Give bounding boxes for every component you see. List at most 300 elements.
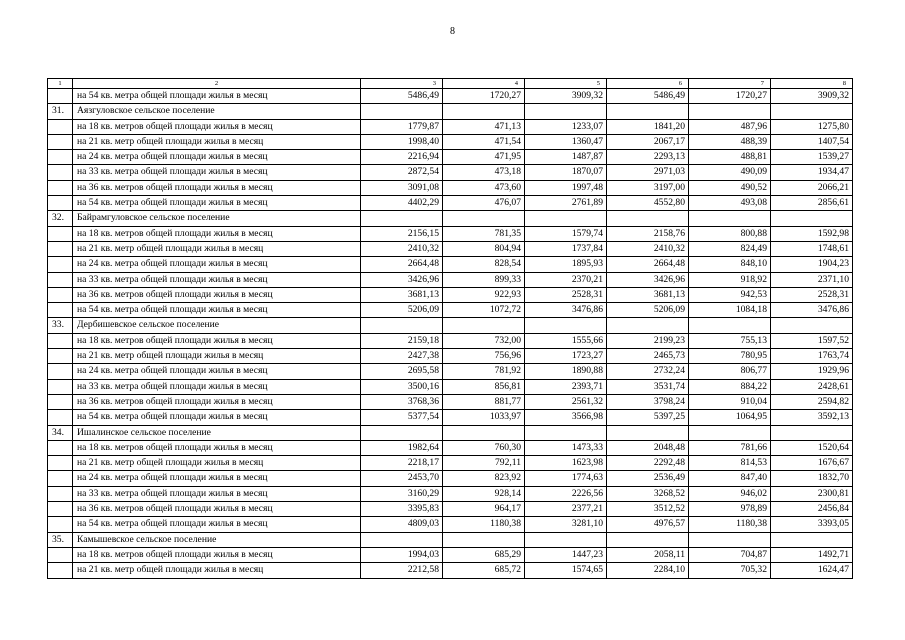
empty-cell (48, 349, 73, 364)
row-label: на 36 кв. метров общей площади жилья в месяц (73, 287, 361, 302)
section-title: Аязгуловское сельское поселение (73, 104, 361, 119)
value-cell: 473,18 (443, 165, 525, 180)
value-cell: 2226,56 (525, 486, 607, 501)
empty-cell (689, 211, 771, 226)
empty-cell (361, 532, 443, 547)
value-cell: 471,13 (443, 119, 525, 134)
table-row (48, 196, 853, 211)
value-cell: 2216,94 (361, 150, 443, 165)
value-cell: 1447,23 (525, 547, 607, 562)
value-cell: 964,17 (443, 502, 525, 517)
column-header: 5 (525, 79, 607, 89)
value-cell: 884,22 (689, 379, 771, 394)
value-cell: 487,96 (689, 119, 771, 134)
value-cell: 3281,10 (525, 517, 607, 532)
value-cell: 2067,17 (607, 134, 689, 149)
empty-cell (48, 196, 73, 211)
table-row (48, 257, 853, 272)
value-cell: 1520,64 (771, 440, 853, 455)
section-row (48, 104, 853, 119)
value-cell: 756,96 (443, 349, 525, 364)
value-cell: 3268,52 (607, 486, 689, 501)
value-cell: 1841,20 (607, 119, 689, 134)
value-cell: 760,30 (443, 440, 525, 455)
table-row (48, 287, 853, 302)
value-cell: 2158,76 (607, 226, 689, 241)
column-header: 8 (771, 79, 853, 89)
table-row (48, 440, 853, 455)
row-label: на 21 кв. метр общей площади жилья в месяц (73, 241, 361, 256)
value-cell: 2465,73 (607, 349, 689, 364)
value-cell: 3500,16 (361, 379, 443, 394)
empty-cell (48, 456, 73, 471)
empty-cell (771, 211, 853, 226)
row-label: на 33 кв. метра общей площади жилья в месяц (73, 272, 361, 287)
table-row (48, 303, 853, 318)
empty-cell (48, 517, 73, 532)
table-row (48, 272, 853, 287)
value-cell: 1997,48 (525, 180, 607, 195)
value-cell: 732,00 (443, 333, 525, 348)
value-cell: 2856,61 (771, 196, 853, 211)
table-row (48, 410, 853, 425)
value-cell: 1624,47 (771, 563, 853, 578)
empty-cell (48, 257, 73, 272)
table-row (48, 165, 853, 180)
value-cell: 2199,23 (607, 333, 689, 348)
column-header: 1 (48, 79, 73, 89)
row-label: на 54 кв. метра общей площади жилья в месяц (73, 89, 361, 104)
table-row (48, 180, 853, 195)
value-cell: 2410,32 (361, 241, 443, 256)
table-row (48, 226, 853, 241)
empty-cell (689, 425, 771, 440)
row-label: на 54 кв. метра общей площади жилья в месяц (73, 517, 361, 532)
value-cell: 942,53 (689, 287, 771, 302)
row-label: на 36 кв. метров общей площади жилья в месяц (73, 180, 361, 195)
value-cell: 1064,95 (689, 410, 771, 425)
empty-cell (771, 532, 853, 547)
value-cell: 755,13 (689, 333, 771, 348)
value-cell: 5206,09 (607, 303, 689, 318)
section-title: Камышевское сельское поселение (73, 532, 361, 547)
value-cell: 2732,24 (607, 364, 689, 379)
empty-cell (48, 333, 73, 348)
value-cell: 824,49 (689, 241, 771, 256)
value-cell: 3395,83 (361, 502, 443, 517)
section-row (48, 532, 853, 547)
empty-cell (48, 89, 73, 104)
table-row (48, 364, 853, 379)
value-cell: 471,95 (443, 150, 525, 165)
value-cell: 823,92 (443, 471, 525, 486)
value-cell: 2293,13 (607, 150, 689, 165)
value-cell: 2159,18 (361, 333, 443, 348)
value-cell: 1994,03 (361, 547, 443, 562)
section-row (48, 211, 853, 226)
value-cell: 910,04 (689, 394, 771, 409)
empty-cell (48, 486, 73, 501)
value-cell: 2761,89 (525, 196, 607, 211)
empty-cell (48, 180, 73, 195)
value-cell: 3592,13 (771, 410, 853, 425)
value-cell: 3531,74 (607, 379, 689, 394)
value-cell: 2427,38 (361, 349, 443, 364)
row-label: на 33 кв. метра общей площади жилья в месяц (73, 165, 361, 180)
row-label: на 54 кв. метра общей площади жилья в месяц (73, 196, 361, 211)
value-cell: 2156,15 (361, 226, 443, 241)
value-cell: 2284,10 (607, 563, 689, 578)
table-row (48, 333, 853, 348)
value-cell: 918,92 (689, 272, 771, 287)
value-cell: 2561,32 (525, 394, 607, 409)
table-row (48, 471, 853, 486)
table-row (48, 486, 853, 501)
empty-cell (48, 364, 73, 379)
value-cell: 685,72 (443, 563, 525, 578)
section-row (48, 425, 853, 440)
value-cell: 2695,58 (361, 364, 443, 379)
value-cell: 1929,96 (771, 364, 853, 379)
section-index: 31. (48, 104, 73, 119)
value-cell: 3909,32 (525, 89, 607, 104)
table-row (48, 119, 853, 134)
value-cell: 1895,93 (525, 257, 607, 272)
value-cell: 2664,48 (361, 257, 443, 272)
value-cell: 705,32 (689, 563, 771, 578)
value-cell: 928,14 (443, 486, 525, 501)
value-cell: 780,95 (689, 349, 771, 364)
value-cell: 2428,61 (771, 379, 853, 394)
value-cell: 1579,74 (525, 226, 607, 241)
value-cell: 3476,86 (525, 303, 607, 318)
empty-cell (525, 318, 607, 333)
value-cell: 2393,71 (525, 379, 607, 394)
value-cell: 3476,86 (771, 303, 853, 318)
value-cell: 1623,98 (525, 456, 607, 471)
table-row (48, 150, 853, 165)
empty-cell (607, 532, 689, 547)
value-cell: 781,66 (689, 440, 771, 455)
value-cell: 3426,96 (607, 272, 689, 287)
empty-cell (48, 440, 73, 455)
value-cell: 2536,49 (607, 471, 689, 486)
row-label: на 21 кв. метр общей площади жилья в месяц (73, 134, 361, 149)
section-title: Дербишевское сельское поселение (73, 318, 361, 333)
value-cell: 3681,13 (361, 287, 443, 302)
value-cell: 4552,80 (607, 196, 689, 211)
value-cell: 4976,57 (607, 517, 689, 532)
row-label: на 21 кв. метр общей площади жилья в месяц (73, 563, 361, 578)
empty-cell (48, 547, 73, 562)
value-cell: 1720,27 (689, 89, 771, 104)
value-cell: 2453,70 (361, 471, 443, 486)
value-cell: 488,39 (689, 134, 771, 149)
value-cell: 2410,32 (607, 241, 689, 256)
value-cell: 1597,52 (771, 333, 853, 348)
value-cell: 781,92 (443, 364, 525, 379)
empty-cell (525, 532, 607, 547)
empty-cell (361, 318, 443, 333)
header-row (48, 79, 853, 89)
value-cell: 1748,61 (771, 241, 853, 256)
empty-cell (48, 379, 73, 394)
value-cell: 4809,03 (361, 517, 443, 532)
row-label: на 18 кв. метров общей площади жилья в месяц (73, 333, 361, 348)
value-cell: 1574,65 (525, 563, 607, 578)
value-cell: 704,87 (689, 547, 771, 562)
value-cell: 5397,25 (607, 410, 689, 425)
value-cell: 1180,38 (689, 517, 771, 532)
value-cell: 2292,48 (607, 456, 689, 471)
value-cell: 946,02 (689, 486, 771, 501)
empty-cell (48, 287, 73, 302)
empty-cell (48, 502, 73, 517)
empty-cell (48, 150, 73, 165)
value-cell: 1998,40 (361, 134, 443, 149)
value-cell: 2872,54 (361, 165, 443, 180)
value-cell: 1832,70 (771, 471, 853, 486)
row-label: на 54 кв. метра общей площади жилья в месяц (73, 410, 361, 425)
column-header: 6 (607, 79, 689, 89)
table-row (48, 349, 853, 364)
row-label: на 24 кв. метра общей площади жилья в месяц (73, 364, 361, 379)
value-cell: 5206,09 (361, 303, 443, 318)
column-header: 2 (73, 79, 361, 89)
empty-cell (48, 471, 73, 486)
value-cell: 3197,00 (607, 180, 689, 195)
empty-cell (525, 425, 607, 440)
value-cell: 3512,52 (607, 502, 689, 517)
value-cell: 2456,84 (771, 502, 853, 517)
row-label: на 24 кв. метра общей площади жилья в месяц (73, 150, 361, 165)
value-cell: 471,54 (443, 134, 525, 149)
column-header: 7 (689, 79, 771, 89)
value-cell: 2370,21 (525, 272, 607, 287)
value-cell: 881,77 (443, 394, 525, 409)
empty-cell (771, 425, 853, 440)
table-row (48, 89, 853, 104)
row-label: на 33 кв. метра общей площади жилья в месяц (73, 379, 361, 394)
value-cell: 3426,96 (361, 272, 443, 287)
value-cell: 2971,03 (607, 165, 689, 180)
value-cell: 3681,13 (607, 287, 689, 302)
value-cell: 899,33 (443, 272, 525, 287)
row-label: на 54 кв. метра общей площади жилья в месяц (73, 303, 361, 318)
empty-cell (689, 532, 771, 547)
value-cell: 1084,18 (689, 303, 771, 318)
value-cell: 1360,47 (525, 134, 607, 149)
value-cell: 2066,21 (771, 180, 853, 195)
value-cell: 1592,98 (771, 226, 853, 241)
empty-cell (525, 104, 607, 119)
table-row (48, 379, 853, 394)
value-cell: 848,10 (689, 257, 771, 272)
value-cell: 814,53 (689, 456, 771, 471)
empty-cell (48, 394, 73, 409)
value-cell: 828,54 (443, 257, 525, 272)
value-cell: 490,09 (689, 165, 771, 180)
value-cell: 792,11 (443, 456, 525, 471)
row-label: на 36 кв. метров общей площади жилья в месяц (73, 394, 361, 409)
value-cell: 1904,23 (771, 257, 853, 272)
value-cell: 2528,31 (771, 287, 853, 302)
value-cell: 781,35 (443, 226, 525, 241)
empty-cell (361, 425, 443, 440)
value-cell: 2300,81 (771, 486, 853, 501)
value-cell: 1275,80 (771, 119, 853, 134)
section-index: 33. (48, 318, 73, 333)
value-cell: 490,52 (689, 180, 771, 195)
empty-cell (689, 104, 771, 119)
value-cell: 2218,17 (361, 456, 443, 471)
page-number: 8 (450, 26, 455, 37)
value-cell: 1720,27 (443, 89, 525, 104)
section-index: 32. (48, 211, 73, 226)
value-cell: 1870,07 (525, 165, 607, 180)
value-cell: 1779,87 (361, 119, 443, 134)
empty-cell (443, 532, 525, 547)
empty-cell (48, 165, 73, 180)
value-cell: 3566,98 (525, 410, 607, 425)
value-cell: 2371,10 (771, 272, 853, 287)
value-cell: 1763,74 (771, 349, 853, 364)
value-cell: 1033,97 (443, 410, 525, 425)
empty-cell (443, 425, 525, 440)
section-row (48, 318, 853, 333)
row-label: на 18 кв. метров общей площади жилья в месяц (73, 440, 361, 455)
value-cell: 1982,64 (361, 440, 443, 455)
table-row (48, 134, 853, 149)
empty-cell (48, 272, 73, 287)
row-label: на 18 кв. метров общей площади жилья в месяц (73, 547, 361, 562)
empty-cell (48, 563, 73, 578)
tariff-table (47, 78, 853, 579)
column-header: 3 (361, 79, 443, 89)
empty-cell (361, 211, 443, 226)
section-title: Байрамгуловское сельское поселение (73, 211, 361, 226)
value-cell: 2212,58 (361, 563, 443, 578)
column-header: 4 (443, 79, 525, 89)
value-cell: 1890,88 (525, 364, 607, 379)
empty-cell (48, 241, 73, 256)
value-cell: 5377,54 (361, 410, 443, 425)
empty-cell (48, 134, 73, 149)
value-cell: 2377,21 (525, 502, 607, 517)
table-row (48, 517, 853, 532)
row-label: на 18 кв. метров общей площади жилья в месяц (73, 119, 361, 134)
value-cell: 3091,08 (361, 180, 443, 195)
value-cell: 2594,82 (771, 394, 853, 409)
section-title: Ишалинское сельское поселение (73, 425, 361, 440)
section-index: 34. (48, 425, 73, 440)
table-row (48, 394, 853, 409)
value-cell: 1473,33 (525, 440, 607, 455)
empty-cell (607, 425, 689, 440)
value-cell: 685,29 (443, 547, 525, 562)
value-cell: 3798,24 (607, 394, 689, 409)
empty-cell (771, 318, 853, 333)
empty-cell (607, 211, 689, 226)
empty-cell (48, 119, 73, 134)
table-row (48, 563, 853, 578)
value-cell: 1072,72 (443, 303, 525, 318)
row-label: на 33 кв. метра общей площади жилья в месяц (73, 486, 361, 501)
value-cell: 1774,63 (525, 471, 607, 486)
row-label: на 18 кв. метров общей площади жилья в месяц (73, 226, 361, 241)
value-cell: 1492,71 (771, 547, 853, 562)
value-cell: 5486,49 (361, 89, 443, 104)
empty-cell (361, 104, 443, 119)
table-row (48, 502, 853, 517)
value-cell: 2664,48 (607, 257, 689, 272)
empty-cell (443, 211, 525, 226)
value-cell: 3768,36 (361, 394, 443, 409)
table-row (48, 241, 853, 256)
value-cell: 978,89 (689, 502, 771, 517)
value-cell: 488,81 (689, 150, 771, 165)
value-cell: 1723,27 (525, 349, 607, 364)
row-label: на 21 кв. метр общей площади жилья в месяц (73, 456, 361, 471)
value-cell: 5486,49 (607, 89, 689, 104)
value-cell: 1407,54 (771, 134, 853, 149)
row-label: на 36 кв. метров общей площади жилья в месяц (73, 502, 361, 517)
value-cell: 856,81 (443, 379, 525, 394)
row-label: на 21 кв. метр общей площади жилья в месяц (73, 349, 361, 364)
value-cell: 4402,29 (361, 196, 443, 211)
empty-cell (689, 318, 771, 333)
value-cell: 476,07 (443, 196, 525, 211)
value-cell: 1539,27 (771, 150, 853, 165)
table-row (48, 547, 853, 562)
value-cell: 2048,48 (607, 440, 689, 455)
value-cell: 1487,87 (525, 150, 607, 165)
value-cell: 1737,84 (525, 241, 607, 256)
value-cell: 804,94 (443, 241, 525, 256)
value-cell: 1233,07 (525, 119, 607, 134)
value-cell: 922,93 (443, 287, 525, 302)
value-cell: 1676,67 (771, 456, 853, 471)
empty-cell (525, 211, 607, 226)
value-cell: 3909,32 (771, 89, 853, 104)
value-cell: 1555,66 (525, 333, 607, 348)
value-cell: 493,08 (689, 196, 771, 211)
table-row (48, 456, 853, 471)
value-cell: 3393,05 (771, 517, 853, 532)
row-label: на 24 кв. метра общей площади жилья в месяц (73, 471, 361, 486)
empty-cell (48, 226, 73, 241)
value-cell: 1180,38 (443, 517, 525, 532)
empty-cell (607, 318, 689, 333)
value-cell: 800,88 (689, 226, 771, 241)
value-cell: 806,77 (689, 364, 771, 379)
value-cell: 847,40 (689, 471, 771, 486)
table-body (48, 89, 853, 579)
empty-cell (771, 104, 853, 119)
value-cell: 2058,11 (607, 547, 689, 562)
value-cell: 2528,31 (525, 287, 607, 302)
value-cell: 1934,47 (771, 165, 853, 180)
empty-cell (443, 318, 525, 333)
value-cell: 3160,29 (361, 486, 443, 501)
value-cell: 473,60 (443, 180, 525, 195)
empty-cell (48, 303, 73, 318)
empty-cell (48, 410, 73, 425)
section-index: 35. (48, 532, 73, 547)
empty-cell (443, 104, 525, 119)
empty-cell (607, 104, 689, 119)
row-label: на 24 кв. метра общей площади жилья в месяц (73, 257, 361, 272)
